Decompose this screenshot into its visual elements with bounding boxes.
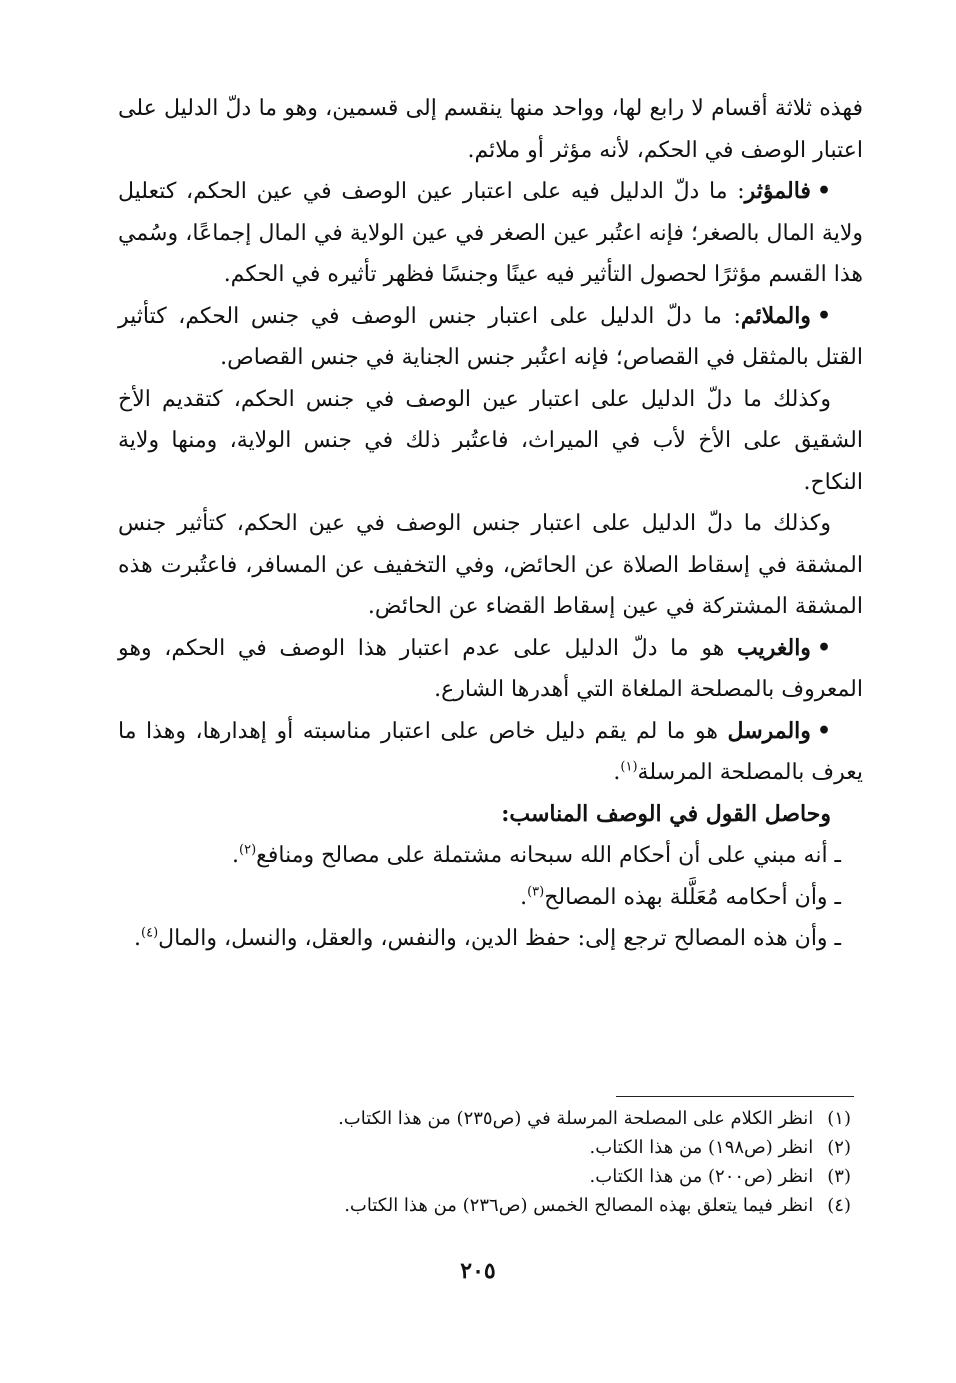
term-mursal: والمرسل [727,717,811,744]
footnote-text: انظر (ص١٩٨) من هذا الكتاب. [589,1137,814,1158]
term-muathir: فالمؤثر [744,178,811,204]
footnote-number: (٤) [827,1195,851,1216]
summary-point: ـ وأن أحكامه مُعَلَّلة بهذه المصالح$^{(٣)}$. [520,884,841,910]
main-text [118,88,863,960]
footnote-item [118,1162,863,1191]
term-gharib: والغريب [737,634,811,661]
bullet-icon: • [816,634,831,661]
footnote-number: (١) [827,1108,851,1129]
footnote-item [118,1191,863,1220]
footnote-text: انظر (ص٢٠٠) من هذا الكتاب. [589,1166,814,1187]
footnote-item [118,1133,863,1162]
footnote-ref[interactable]: (٤) [141,925,159,941]
page-number: ٢٠٥ [460,1258,496,1284]
footnote-text: انظر فيما يتعلق بهذه المصالح الخمس (ص٢٣٦) من هذا الكتاب. [344,1195,814,1216]
jins-ayn-paragraph: وكذلك ما دلّ الدليل على اعتبار جنس الوصف في عين الحكم، كتأثير جنس المشقة في إسقاط الصلاة عن الحائض، وفي التخفيف عن المسافر، فاعتُبرت هذه المشقة المشتركة في عين إسقاط القضاء عن الحائض. [118,511,864,619]
footnote-ref[interactable]: (٣) [527,884,545,900]
footnote-ref[interactable]: (٢) [239,842,257,858]
mursal-paragraph: •والمرسل هو ما لم يقم دليل خاص على اعتبار مناسبته أو إهدارها، وهذا ما يعرف بالمصلحة المرسلة$^{(١)}$. [118,717,863,785]
footnotes [118,1104,863,1220]
mulaim-paragraph: •والملائم: ما دلّ الدليل على اعتبار جنس الوصف في جنس الحكم، كتأثير القتل بالمثقل في القصاص؛ فإنه اعتُبر جنس الجناية في جنس القصاص. [118,302,863,370]
term-mulaim: والملائم [740,302,811,329]
footnote-text: انظر الكلام على المصلحة المرسلة في (ص٢٣٥) من هذا الكتاب. [338,1108,814,1129]
section-heading: وحاصل القول في الوصف المناسب: [501,800,831,827]
footnote-item [118,1104,863,1133]
ayn-jins-paragraph: وكذلك ما دلّ الدليل على اعتبار عين الوصف في جنس الحكم، كتقديم الأخ الشقيق على الأخ لأب في الميراث، فاعتُبر ذلك في جنس الولاية، ومنها ولاية النكاح. [118,386,863,495]
footnote-divider [616,1096,854,1097]
footnote-ref[interactable]: (١) [620,759,638,775]
bullet-icon: • [816,178,831,204]
bullet-icon: • [816,302,831,329]
bullet-icon: • [816,717,831,744]
footnote-number: (٣) [827,1166,851,1187]
summary-point: ـ أنه مبني على أن أحكام الله سبحانه مشتملة على مصالح ومنافع$^{(٢)}$. [232,842,841,868]
muathir-paragraph: •فالمؤثر: ما دلّ الدليل فيه على اعتبار عين الوصف في عين الحكم، كتعليل ولاية المال بالصغر؛ فإنه اعتُبر عين الصغر في عين الولاية في المال إجماعًا، وسُمي هذا القسم مؤثرًا لحصول التأثير فيه عينًا وجنسًا فظهر تأثيره في الحكم. [118,178,863,287]
gharib-paragraph: •والغريب هو ما دلّ الدليل على عدم اعتبار هذا الوصف في الحكم، وهو المعروف بالمصلحة الملغاة التي أهدرها الشارع. [118,634,863,702]
intro-paragraph: فهذه ثلاثة أقسام لا رابع لها، وواحد منها ينقسم إلى قسمين، وهو ما دلّ الدليل على اعتبار الوصف في الحكم، لأنه مؤثر أو ملائم. [118,96,863,163]
footnote-number: (٢) [827,1137,851,1158]
summary-point: ـ وأن هذه المصالح ترجع إلى: حفظ الدين، والنفس، والعقل، والنسل، والمال$^{(٤)}$. [134,925,841,951]
